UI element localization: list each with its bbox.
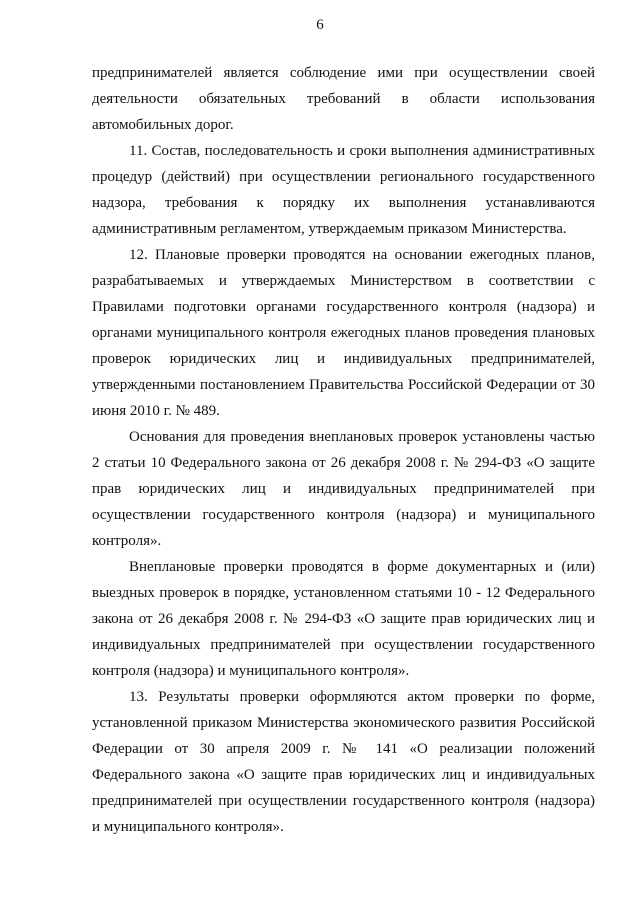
paragraph-unscheduled-inspection-grounds: Основания для проведения внеплановых проверок установлены частью 2 статьи 10 Федерального закона от 26 декабря 2008 г. № 294-ФЗ «О защите прав юридических лиц и индивидуальных предпринимателей при осуществлении государственного контроля (надзора) и муниципального контроля». — [92, 429, 595, 549]
paragraph-continuation: предпринимателей является соблюдение ими при осуществлении своей деятельности обязательных требований в области использования автомобильных дорог. — [92, 65, 595, 133]
paragraph-unscheduled-inspection-form: Внеплановые проверки проводятся в форме документарных и (или) выездных проверок в порядке, установленном статьями 10 - 12 Федерального закона от 26 декабря 2008 г. № 294-ФЗ «О защите прав юридических лиц и индивидуальных предпринимателей при осуществлении государственного контроля (надзора) и муниципального контроля». — [92, 559, 595, 679]
paragraph-12-planned-inspections: 12. Плановые проверки проводятся на основании ежегодных планов, разрабатываемых и утверждаемых Министерством в соответствии с Правилами подготовки органами государственного контроля (надзора) и органами муниципального контроля ежегодных планов проведения плановых проверок юридических лиц и индивидуальных предпринимателей, утвержденными постановлением Правительства Российской Федерации от 30 июня 2010 г. № 489. — [92, 247, 595, 419]
paragraph-11-administrative-procedures: 11. Состав, последовательность и сроки выполнения административных процедур (действий) при осуществлении регионального государственного надзора, требования к порядку их выполнения устанавливаются административным регламентом, утверждаемым приказом Министерства. — [92, 143, 595, 237]
paragraph-13-inspection-results: 13. Результаты проверки оформляются актом проверки по форме, установленной приказом Министерства экономического развития Российской Федерации от 30 апреля 2009 г. № 141 «О реализации положений Федерального закона «О защите прав юридических лиц и индивидуальных предпринимателей при осуществлении государственного контроля (надзора) и муниципального контроля». — [92, 689, 595, 835]
page-number: 6 — [316, 17, 324, 33]
document-body — [92, 60, 595, 840]
